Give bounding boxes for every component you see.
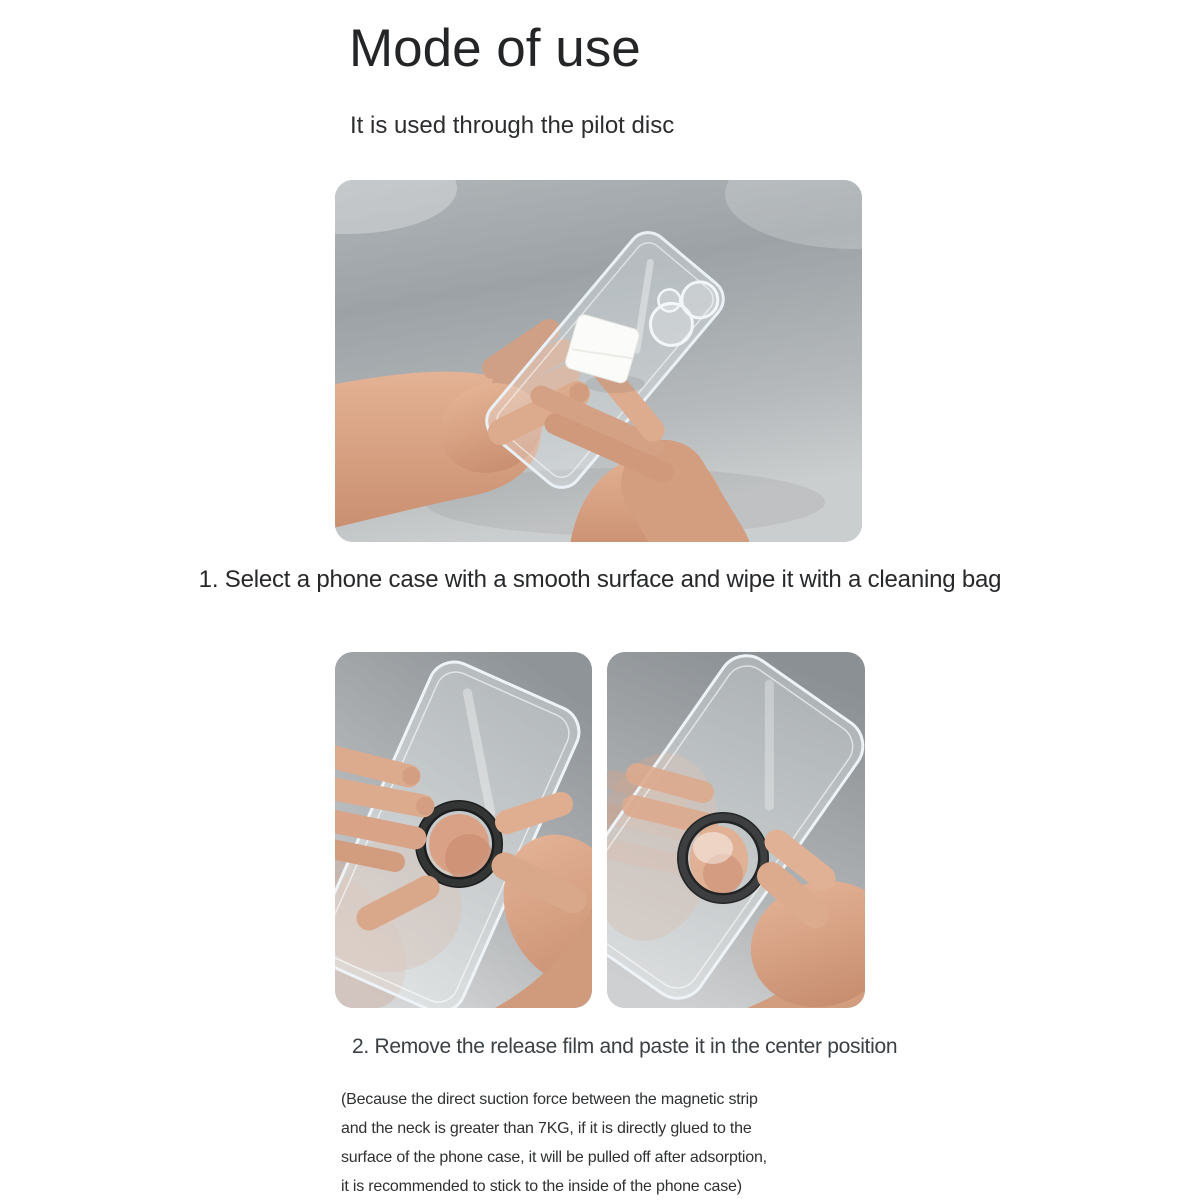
place-ring-illustration-right bbox=[607, 652, 865, 1008]
note-line: it is recommended to stick to the inside of the phone case) bbox=[341, 1178, 742, 1195]
wipe-case-illustration bbox=[335, 180, 862, 542]
step2-photo-ring-right bbox=[607, 652, 865, 1008]
page-title: Mode of use bbox=[349, 19, 641, 78]
note-text bbox=[341, 1085, 767, 1200]
step1-caption: 1. Select a phone case with a smooth surface and wipe it with a cleaning bag bbox=[198, 566, 1002, 593]
page-subtitle: It is used through the pilot disc bbox=[350, 112, 675, 139]
note-line: (Because the direct suction force between the magnetic strip bbox=[341, 1091, 758, 1108]
step2-photo-ring-left bbox=[335, 652, 592, 1008]
note-line: surface of the phone case, it will be pulled off after adsorption, bbox=[341, 1149, 767, 1166]
place-ring-illustration-left bbox=[335, 652, 592, 1008]
note-line: and the neck is greater than 7KG, if it is directly glued to the bbox=[341, 1120, 752, 1137]
step2-caption: 2. Remove the release film and paste it in the center position bbox=[352, 1035, 898, 1058]
step1-photo-wipe-case bbox=[335, 180, 862, 542]
